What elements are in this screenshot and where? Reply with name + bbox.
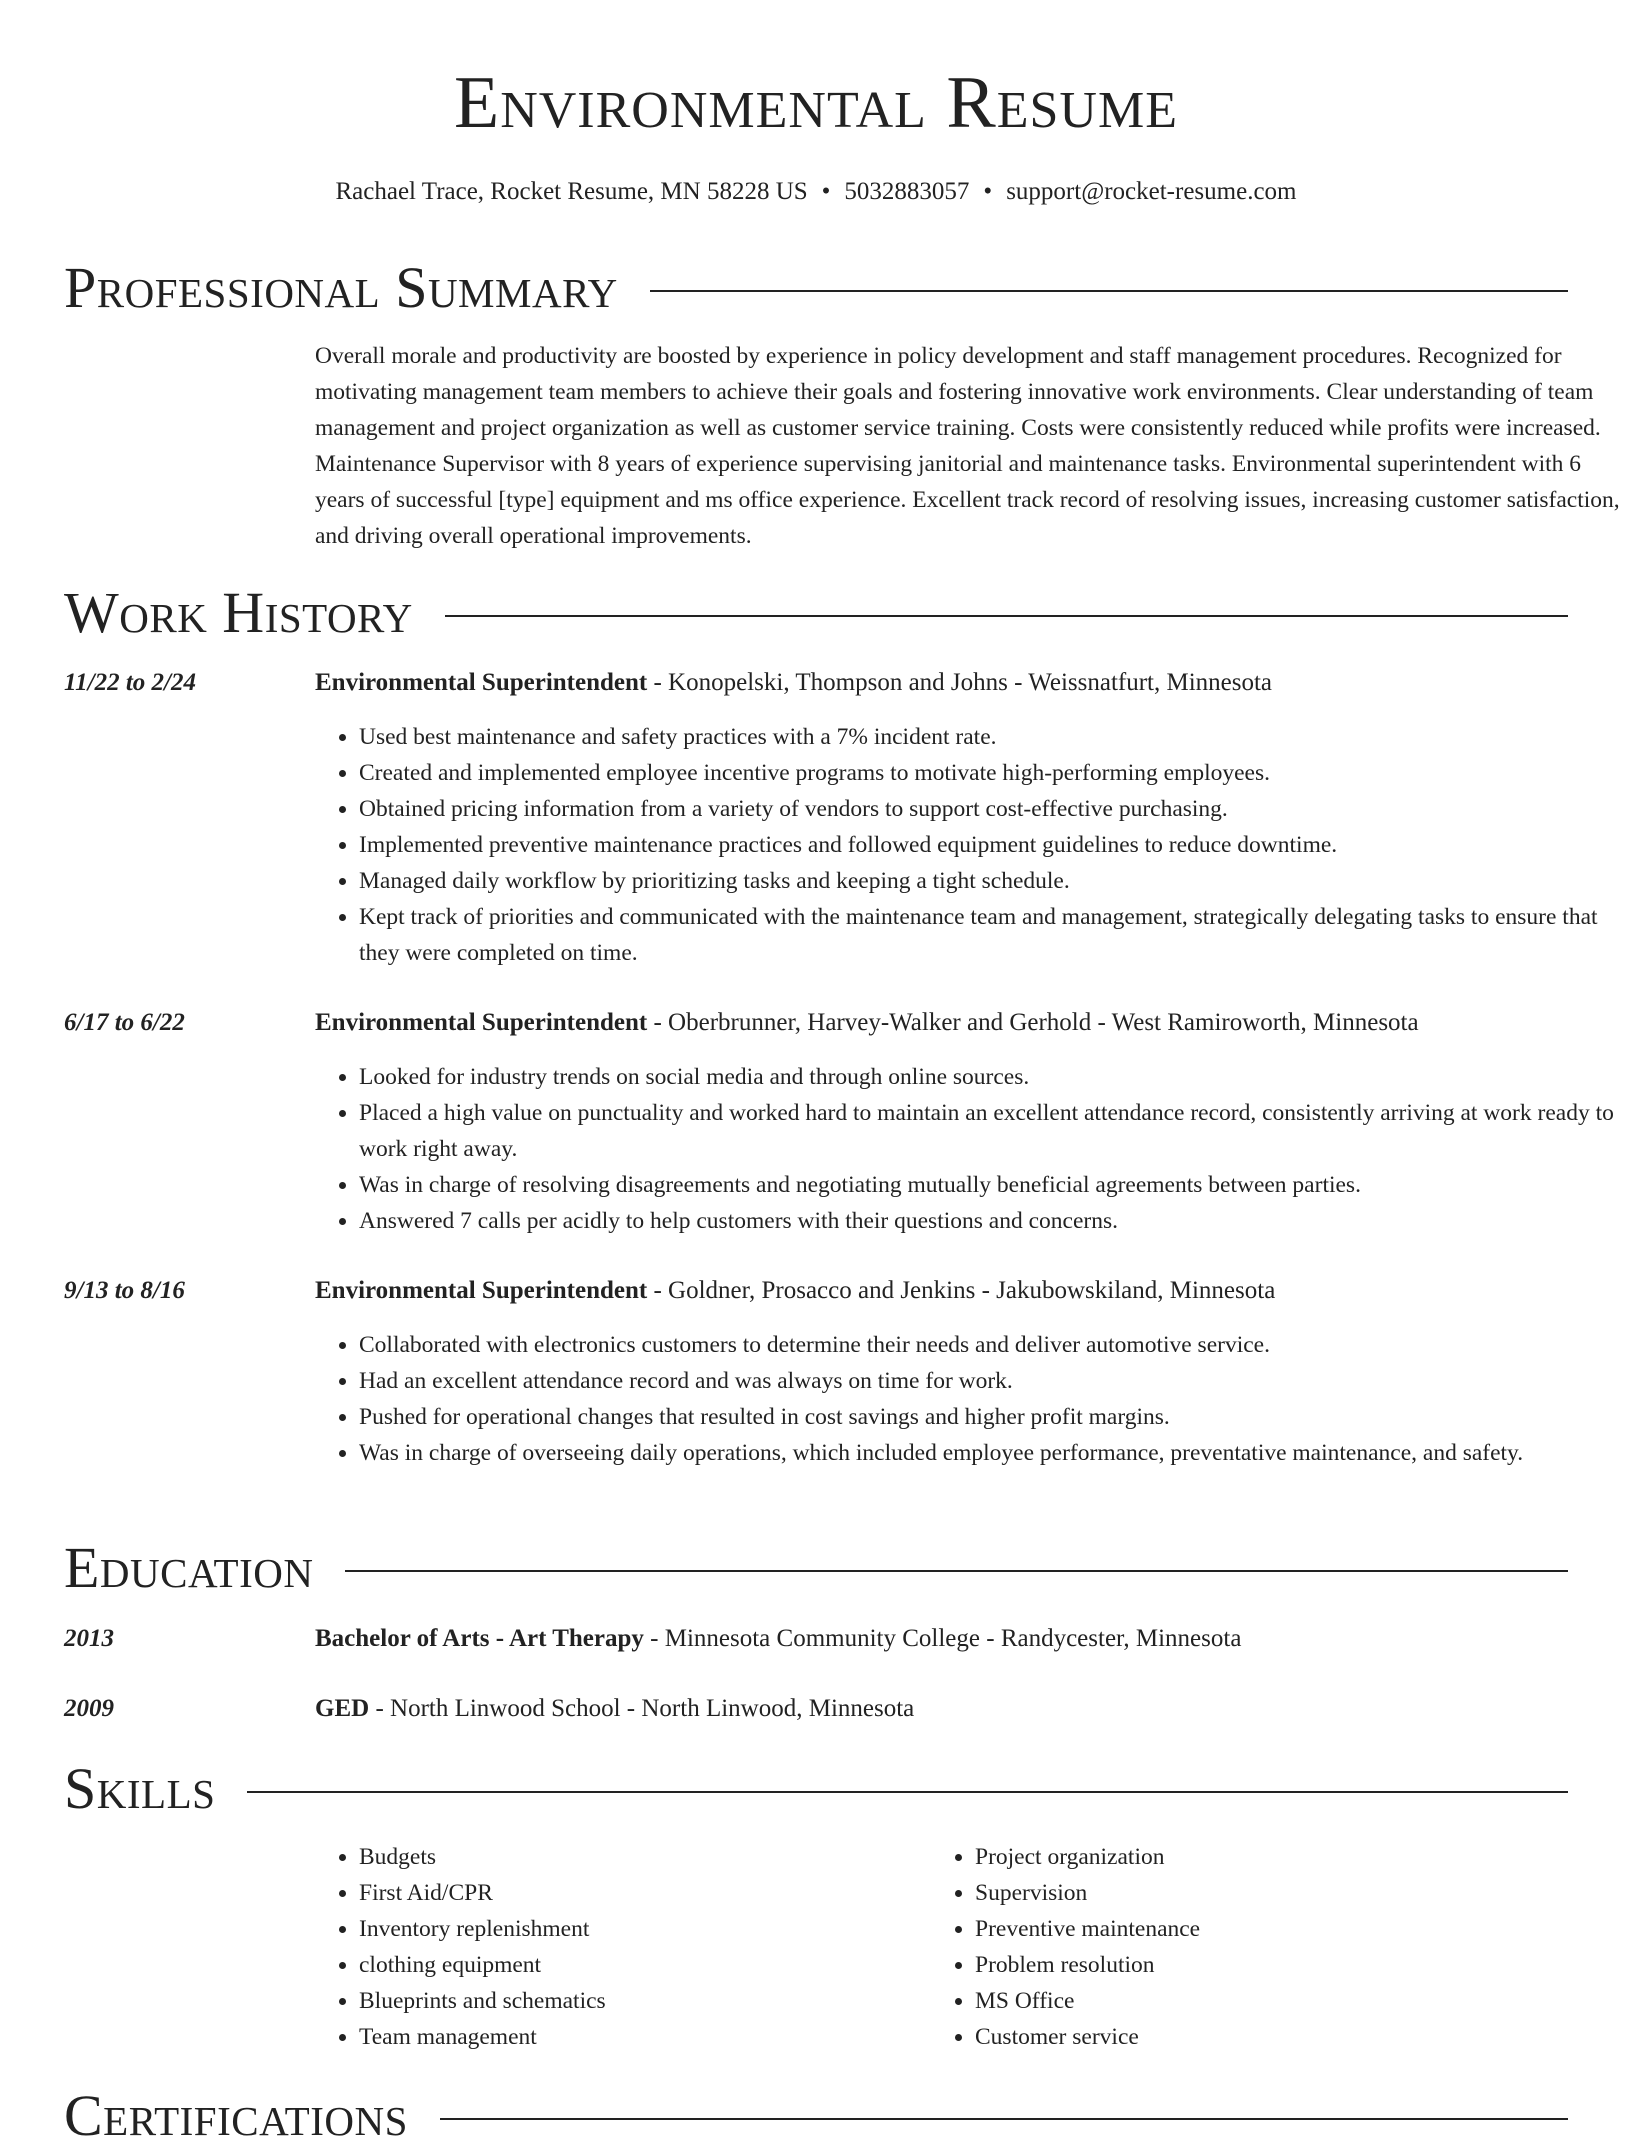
section-certifications [64, 2081, 1568, 2151]
job-dates: 11/22 to 2/24 [64, 669, 196, 696]
section-heading: Work History [64, 580, 413, 645]
skills-list-left [315, 1839, 919, 2055]
skill-item: • Team management [359, 2019, 919, 2055]
contact-line [64, 174, 1568, 210]
list-item: • Used best maintenance and safety practices with a 7% incident rate. [359, 719, 1629, 755]
list-item: • Created and implemented employee incentive programs to motivate high-performing employees. [359, 755, 1629, 791]
job-details: - Konopelski, Thompson and Johns - Weissnatfurt, Minnesota [647, 669, 1273, 696]
list-item: • Placed a high value on punctuality and worked hard to maintain an excellent attendance record, consistently arriving at work ready to work right away. [359, 1095, 1629, 1167]
list-item: • Implemented preventive maintenance practices and followed equipment guidelines to reduce downtime. [359, 827, 1629, 863]
section-professional-summary [64, 253, 1568, 323]
job-heading [315, 1273, 1605, 1309]
job-heading [315, 665, 1605, 701]
skill-item: • Budgets [359, 1839, 919, 1875]
skill-item: • Blueprints and schematics [359, 1983, 919, 2019]
section-education [64, 1533, 1568, 1603]
list-item: • Was in charge of overseeing daily operations, which included employee performance, preventative maintenance, and safety. [359, 1435, 1629, 1471]
section-divider [445, 615, 1568, 617]
education-heading [315, 1691, 1605, 1727]
section-divider [440, 2118, 1568, 2120]
education-year: 2013 [64, 1625, 114, 1652]
education-degree: GED [315, 1695, 370, 1722]
section-divider [650, 290, 1568, 292]
skill-item: • MS Office [975, 1983, 1575, 2019]
contact-phone: 5032883057 [844, 178, 970, 205]
section-heading: Skills [64, 1756, 216, 1821]
skills-list-right [931, 1839, 1575, 2055]
document-title: Environmental Resume [454, 62, 1178, 144]
list-item: • Obtained pricing information from a variety of vendors to support cost-effective purchasing. [359, 791, 1629, 827]
job-title: Environmental Superintendent [315, 1277, 648, 1304]
contact-separator: • [821, 178, 831, 205]
list-item: • Collaborated with electronics customers to determine their needs and deliver automotive service. [359, 1327, 1629, 1363]
job-dates: 6/17 to 6/22 [64, 1009, 185, 1036]
job-bullets [315, 1059, 1629, 1239]
education-details: - North Linwood School - North Linwood, Minnesota [369, 1695, 915, 1722]
section-heading: Professional Summary [64, 255, 618, 320]
education-year: 2009 [64, 1695, 114, 1722]
section-skills [64, 1754, 1568, 1824]
contact-email: support@rocket-resume.com [1006, 178, 1297, 205]
skill-item: • Customer service [975, 2019, 1575, 2055]
section-work-history [64, 578, 1568, 648]
skill-item: • Inventory replenishment [359, 1911, 919, 1947]
skill-item: • clothing equipment [359, 1947, 919, 1983]
job-title: Environmental Superintendent [315, 669, 648, 696]
list-item: • Managed daily workflow by prioritizing tasks and keeping a tight schedule. [359, 863, 1629, 899]
education-degree: Bachelor of Arts - Art Therapy [315, 1625, 644, 1652]
job-title: Environmental Superintendent [315, 1009, 648, 1036]
job-heading [315, 1005, 1605, 1041]
skill-item: • Preventive maintenance [975, 1911, 1575, 1947]
list-item: • Was in charge of resolving disagreements and negotiating mutually beneficial agreements between parties. [359, 1167, 1629, 1203]
contact-address: Rachael Trace, Rocket Resume, MN 58228 US [335, 178, 808, 205]
section-divider [247, 1791, 1568, 1793]
job-bullets [315, 1327, 1629, 1471]
skill-item: • Supervision [975, 1875, 1575, 1911]
education-heading [315, 1621, 1605, 1657]
summary-text: Overall morale and productivity are boosted by experience in policy development and staff management procedures. Recognized for motivating management team members to achieve their goals and fostering innovative work environments. Clear understanding of team management and project organization as well as customer service training. Costs were consistently reduced while profits were increased. Maintenance Supervisor with 8 years of experience supervising janitorial and maintenance tasks. Environmental superintendent with 6 years of successful [type] equipment and ms office experience. Excellent track record of resolving issues, increasing customer satisfaction, and driving overall operational improvements. [315, 343, 1620, 549]
list-item: • Had an excellent attendance record and was always on time for work. [359, 1363, 1629, 1399]
list-item: • Pushed for operational changes that resulted in cost savings and higher profit margins. [359, 1399, 1629, 1435]
job-details: - Oberbrunner, Harvey-Walker and Gerhold - West Ramiroworth, Minnesota [647, 1009, 1419, 1036]
section-divider [345, 1570, 1568, 1572]
skill-item: • Problem resolution [975, 1947, 1575, 1983]
job-details: - Goldner, Prosacco and Jenkins - Jakubowskiland, Minnesota [647, 1277, 1276, 1304]
section-heading: Certifications [64, 2083, 408, 2148]
education-details: - Minnesota Community College - Randycester, Minnesota [643, 1625, 1242, 1652]
skill-item: • First Aid/CPR [359, 1875, 919, 1911]
list-item: • Answered 7 calls per acidly to help customers with their questions and concerns. [359, 1203, 1629, 1239]
list-item: • Looked for industry trends on social media and through online sources. [359, 1059, 1629, 1095]
skill-item: • Project organization [975, 1839, 1575, 1875]
job-dates: 9/13 to 8/16 [64, 1277, 185, 1304]
list-item: • Kept track of priorities and communicated with the maintenance team and management, strategically delegating tasks to ensure that they were completed on time. [359, 899, 1629, 971]
section-heading: Education [64, 1535, 314, 1600]
job-bullets [315, 719, 1629, 971]
contact-separator: • [983, 178, 993, 205]
